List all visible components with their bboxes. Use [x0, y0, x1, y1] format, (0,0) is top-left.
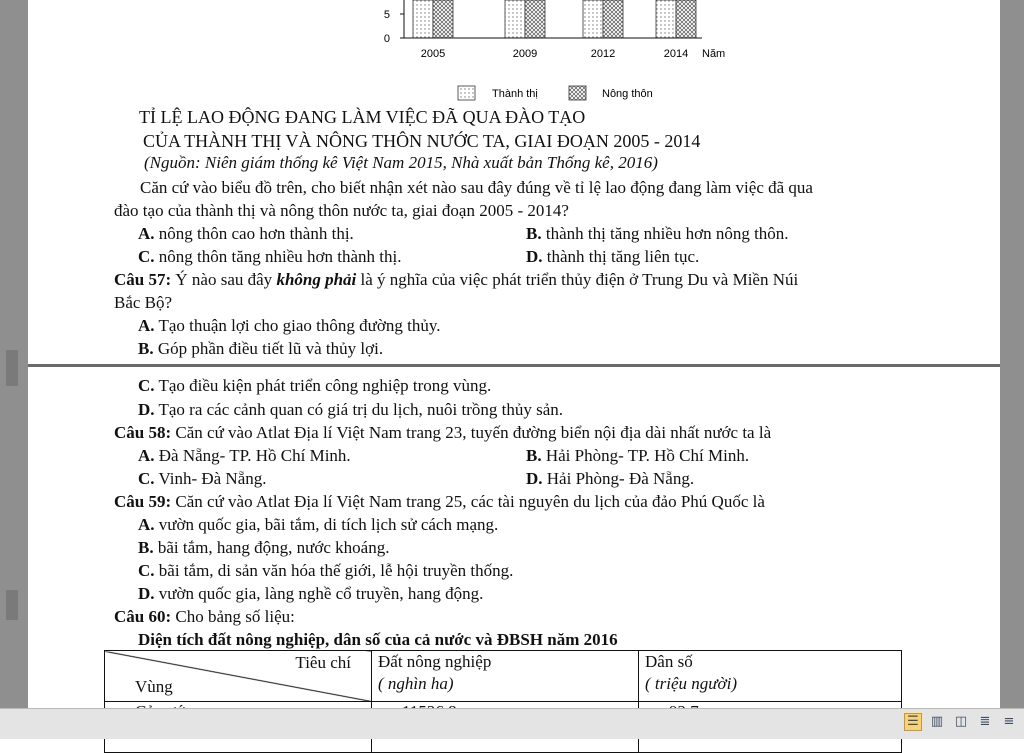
answer-57-c[interactable]: C. Tạo điều kiện phát triển công nghiệp trong vùng.	[138, 376, 492, 395]
document-page	[28, 0, 1000, 708]
answer-58-a[interactable]: A. Đà Nẵng- TP. Hồ Chí Minh.	[138, 446, 351, 465]
answer-57-d[interactable]: D. Tạo ra các cảnh quan có giá trị du lịch, nuôi trồng thủy sản.	[138, 400, 564, 419]
table-criteria-label: Tiêu chí	[295, 653, 351, 672]
table-corner-cell	[105, 651, 372, 702]
bar-rural-2012	[603, 0, 623, 38]
answer-59-a[interactable]: A. vườn quốc gia, bãi tắm, di tích lịch sử cách mạng.	[138, 515, 499, 534]
bar-urban-2012	[583, 0, 603, 38]
question-58: Câu 58: Căn cứ vào Atlat Địa lí Việt Nam trang 23, tuyến đường biển nội địa dài nhất nước ta là	[114, 423, 772, 442]
y-tick-label: 0	[383, 33, 390, 45]
chart-title-line1: TỈ LỆ LAO ĐỘNG ĐANG LÀM VIỆC ĐÃ QUA ĐÀO TẠO	[139, 107, 586, 127]
question-59: Câu 59: Căn cứ vào Atlat Địa lí Việt Nam trang 25, các tài nguyên du lịch của đảo Phú Quốc là	[114, 492, 765, 511]
x-tick-label: 2012	[590, 48, 616, 60]
legend-swatch-rural	[569, 86, 586, 100]
table-region-label: Vùng	[135, 677, 173, 696]
full-reading-icon[interactable]: ▥	[930, 714, 944, 729]
question-57-line2: Bắc Bộ?	[114, 293, 173, 312]
chart-title-line2: CỦA THÀNH THỊ VÀ NÔNG THÔN NƯỚC TA, GIAI ĐOẠN 2005 - 2014	[143, 131, 701, 151]
bar-urban-2009	[505, 0, 525, 38]
view-switcher	[904, 713, 1018, 731]
table-header-row	[105, 651, 902, 702]
question-56-line2: đào tạo của thành thị và nông thôn nước ta, giai đoạn 2005 - 2014?	[114, 201, 569, 220]
x-axis-label: Năm	[702, 48, 726, 60]
question-60: Câu 60: Cho bảng số liệu:	[114, 607, 295, 626]
answer-56-c[interactable]: C. nông thôn tăng nhiều hơn thành thị.	[138, 247, 402, 266]
answer-56-d[interactable]: D. thành thị tăng liên tục.	[526, 247, 700, 266]
question-57: Câu 57: Ý nào sau đây không phải là ý nghĩa của việc phát triển thủy điện ở Trung Du và Miền Núi	[114, 270, 799, 289]
question-56-line1: Căn cứ vào biểu đồ trên, cho biết nhận xét nào sau đây đúng về tỉ lệ lao động đang làm việc đã qua	[140, 178, 813, 197]
y-tick-label: 5	[383, 9, 390, 21]
answer-58-c[interactable]: C. Vinh- Đà Nẵng.	[138, 469, 267, 488]
print-layout-icon[interactable]: ☰	[904, 713, 922, 731]
x-tick-label: 2005	[420, 48, 446, 60]
answer-57-a[interactable]: A. Tạo thuận lợi cho giao thông đường thủy.	[138, 316, 441, 335]
bar-rural-2009	[525, 0, 545, 38]
page-break	[28, 364, 1000, 367]
table-header-land: Đất nông nghiệp ( nghìn ha)	[372, 651, 639, 702]
gutter-marker	[6, 350, 18, 386]
web-layout-icon[interactable]: ◫	[954, 714, 968, 729]
bar-rural-2014	[676, 0, 696, 38]
answer-59-d[interactable]: D. vườn quốc gia, làng nghề cổ truyền, hang động.	[138, 584, 484, 603]
answer-56-a[interactable]: A. nông thôn cao hơn thành thị.	[138, 224, 354, 243]
answer-57-b[interactable]: B. Góp phần điều tiết lũ và thủy lợi.	[138, 339, 384, 358]
gutter-marker	[6, 590, 18, 620]
answer-58-d[interactable]: D. Hải Phòng- Đà Nẵng.	[526, 469, 695, 488]
answer-58-b[interactable]: B. Hải Phòng- TP. Hồ Chí Minh.	[526, 446, 750, 465]
chart-source: (Nguồn: Niên giám thống kê Việt Nam 2015, Nhà xuất bản Thống kê, 2016)	[144, 153, 658, 172]
table-header-population: Dân số ( triệu người)	[639, 651, 902, 702]
bar-chart	[28, 0, 1000, 104]
answer-56-b[interactable]: B. thành thị tăng nhiều hơn nông thôn.	[526, 224, 789, 243]
x-tick-label: 2014	[663, 48, 689, 60]
legend-label-rural: Nông thôn	[602, 88, 653, 100]
answer-59-c[interactable]: C. bãi tắm, di sản văn hóa thế giới, lễ hội truyền thống.	[138, 561, 514, 580]
bar-urban-2014	[656, 0, 676, 38]
legend-swatch-urban	[458, 86, 475, 100]
right-gutter	[1000, 0, 1024, 708]
outline-icon[interactable]: ≣	[979, 714, 991, 729]
table-title: Diện tích đất nông nghiệp, dân số của cả nước và ĐBSH năm 2016	[138, 630, 618, 649]
legend-label-urban: Thành thị	[492, 88, 538, 100]
status-bar	[0, 708, 1024, 739]
left-gutter	[0, 0, 28, 708]
bar-rural-2005	[433, 0, 453, 38]
bar-urban-2005	[413, 0, 433, 38]
x-tick-label: 2009	[512, 48, 538, 60]
answer-59-b[interactable]: B. bãi tắm, hang động, nước khoáng.	[138, 538, 390, 557]
draft-icon[interactable]: ≡	[1003, 714, 1015, 729]
